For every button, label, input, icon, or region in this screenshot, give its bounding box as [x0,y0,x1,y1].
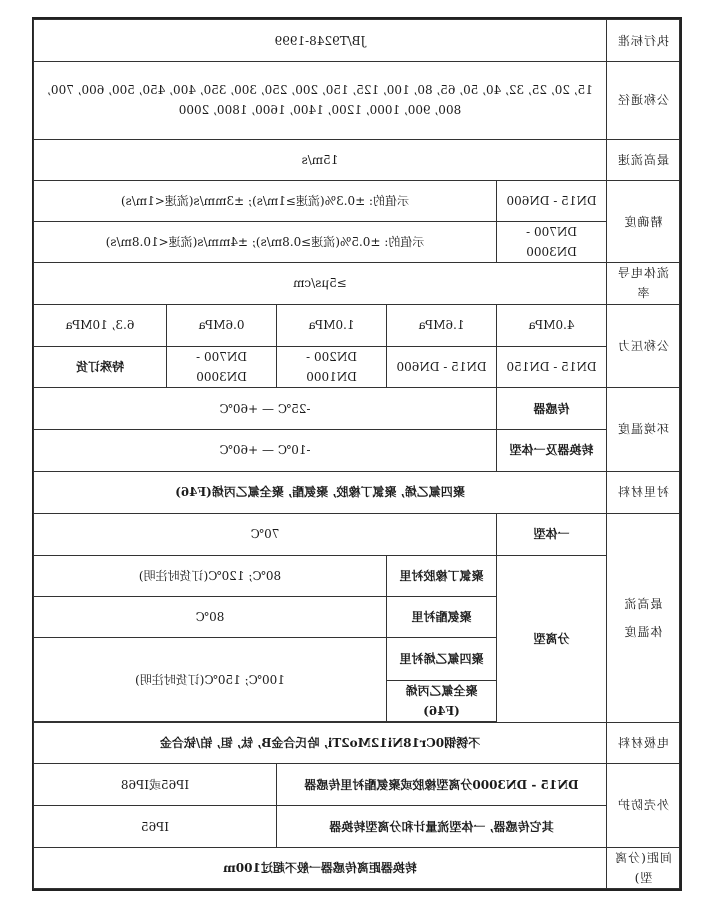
row-electrode [33,722,679,763]
lining-material: 聚氨酯衬里 [387,597,497,638]
ambient-value: -10℃ — +60℃ [33,430,496,471]
accuracy-range: DN700 - DN3000 [497,222,607,263]
separated-type: 分离型 [497,556,607,723]
row-pressure-ranges [33,346,679,387]
fluid-temp-value: 80℃ [33,597,386,638]
value-electrode: 不锈钢0Cr18Ni12Mo2Ti, 哈氏合金B, 钛, 钽, 铂/铱合金 [33,722,606,763]
row-fluid-temp-integrated [33,513,679,555]
enclosure-value: IP65 [33,806,276,847]
row-standard [33,20,679,62]
value-lining: 聚四氟乙烯, 聚氯丁橡胶, 聚氨酯, 聚全氟乙丙烯(F46) [33,471,606,513]
label-max-fluid-temp [607,513,680,722]
accuracy-value: 示值的: ±0.3%(流速≥1m/s); ±3mm/s(流速<1m/s) [33,180,496,221]
fluid-temp-value: 80℃; 120℃(订货时注明) [33,556,386,597]
pressure-value: 6.3, 10MPa [33,304,166,346]
accuracy-value: 示值的: ±0.5%(流速≥0.8m/s); ±4mm/s(流速<10.8m/s) [33,222,496,263]
row-accuracy-2 [33,222,679,263]
label-max-velocity: 最高流速 [607,139,680,180]
pressure-range: DN700 - DN3000 [167,346,277,387]
accuracy-range: DN15 - DN600 [497,180,607,221]
row-nominal-diameter [33,62,679,139]
row-ambient-converter [33,430,679,471]
label-line: 体温度 [623,624,663,639]
label-nominal-pressure: 公称压力 [607,304,680,387]
label-accuracy: 精确度 [607,180,680,262]
integrated-value: 70℃ [33,513,496,555]
value-distance: 转换器距离传感器一般不超过100m [33,847,606,888]
ambient-item: 转换器及一体型 [497,430,607,471]
label-standard: 执行标准 [607,20,680,62]
pressure-value: 1.0MPa [277,304,387,346]
pressure-value: 4.0MPa [497,304,607,346]
lining-material: 聚氯丁橡胶衬里 [387,556,497,597]
row-lining [33,471,679,513]
fluid-temp-value: 100℃; 150℃(订货时注明) [33,638,386,721]
enclosure-desc: 其它传感器, 一体型流量计和分离型转换器 [277,806,607,847]
row-fluid-temp-cr [33,556,679,597]
pressure-range: DN15 - DN600 [387,346,497,387]
ambient-item: 传感器 [497,388,607,430]
pressure-range: 特殊订货 [33,346,166,387]
row-conductivity [33,263,679,304]
value-nominal-diameter: 15, 20, 25, 32, 40, 50, 65, 80, 100, 125, 150, 200, 250, 300, 350, 400, 450, 500, 600, 700, 800, 900, 1000, 1200, 1400, 1600, 1800, 2000 [33,62,606,139]
pressure-value: 0.6MPa [167,304,277,346]
label-nominal-diameter: 公称通径 [607,62,680,139]
spec-table [33,19,680,889]
value-conductivity: ≥5μs/cm [33,263,606,304]
label-electrode: 电极材料 [607,722,680,763]
label-line: 最高流 [623,596,663,611]
row-accuracy-1 [33,180,679,221]
row-max-velocity [33,139,679,180]
label-enclosure: 外壳防护 [607,764,680,847]
lining-material: 聚四氟乙烯衬里 [387,638,497,680]
lining-material: 聚全氟乙丙烯(F46) [387,680,497,721]
enclosure-value: IP65或IP68 [33,764,276,806]
label-ambient-temp: 环境温度 [607,388,680,471]
enclosure-desc: DN15 - DN3000分离型橡胶或聚氨酯衬里传感器 [277,764,607,806]
row-enclosure-1 [33,764,679,806]
ambient-value: -25℃ — +60℃ [33,388,496,430]
row-distance [33,847,679,888]
value-standard: JB/T9248-1999 [33,20,606,62]
row-enclosure-2 [33,806,679,847]
row-pressure-values [33,304,679,346]
row-ambient-sensor [33,388,679,430]
integrated-type: 一体型 [497,513,607,555]
label-lining: 衬里材料 [607,471,680,513]
label-distance: 间距(分离型) [607,847,680,888]
value-max-velocity: 15m/s [33,139,606,180]
pressure-value: 1.6MPa [387,304,497,346]
label-conductivity: 流体电导率 [607,263,680,304]
pressure-range: DN15 - DN150 [497,346,607,387]
pressure-range: DN200 - DN1000 [277,346,387,387]
